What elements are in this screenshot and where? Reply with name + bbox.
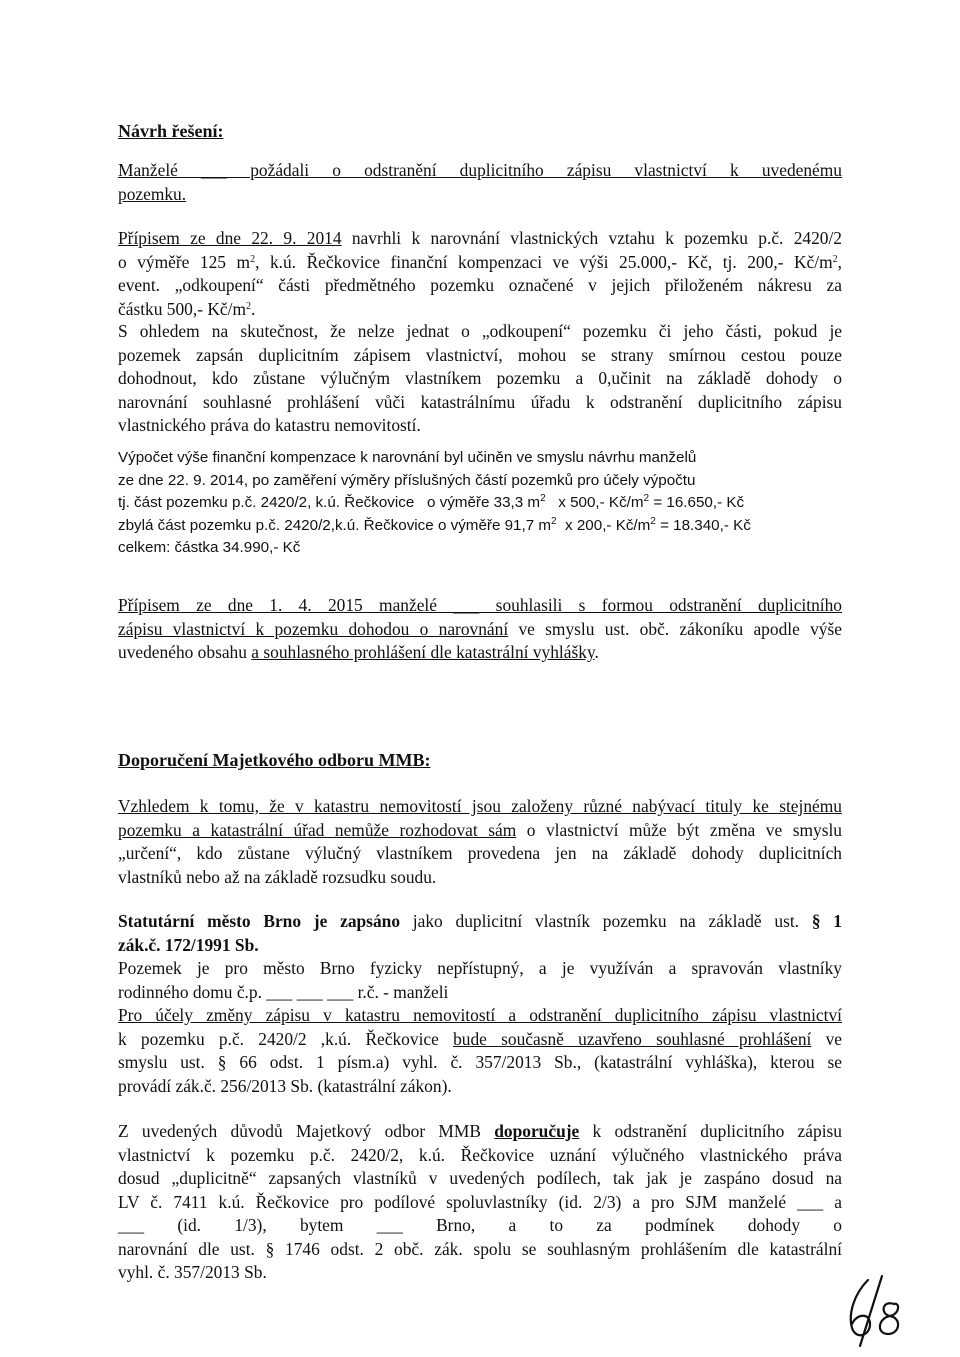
- text-line: narovnání dle ust. § 1746 odst. 2 obč. zák. spolu se souhlasným prohlášením dle katastrální: [118, 1238, 842, 1259]
- paragraph-request: [118, 159, 842, 206]
- paragraph-city-ownership: [118, 910, 842, 1098]
- text-line: Pro účely změny zápisu v katastru nemovitostí a odstranění duplicitního zápisu vlastnictví: [118, 1005, 842, 1025]
- text-line: smyslu ust. § 66 odst. 1 písm.a) vyhl. č. 357/2013 Sb., (katastrální vyhláška), kterou se: [118, 1052, 842, 1072]
- text-line: k pozemku p.č. 2420/2 ,k.ú. Řečkovice bude současně uzavřeno souhlasné prohlášení ve: [118, 1028, 842, 1049]
- text-line: Z uvedených důvodů Majetkový odbor MMB doporučuje k odstranění duplicitního zápisu: [118, 1121, 842, 1141]
- text-line: provádí zák.č. 256/2013 Sb. (katastrální zákon).: [118, 1075, 452, 1096]
- text-line: vlastnictví k pozemku p.č. 2420/2, k.ú. Řečkovice uznání výlučného vlastnického práva: [118, 1144, 842, 1165]
- text-line: Přípisem ze dne 22. 9. 2014 navrhli k narovnání vlastnických vztahu k pozemku p.č. 2420/2: [118, 228, 843, 248]
- text-line: pozemku a katastrální úřad nemůže rozhodovat sám o vlastnictví může být změna ve smyslu: [118, 819, 842, 840]
- text-line: dohodnout, kdo zůstane výlučným vlastníkem pozemku a 0,učinit na základě dohody o: [118, 368, 842, 388]
- text-line: vyhl. č. 357/2013 Sb.: [118, 1262, 267, 1282]
- text-line: Pozemek je pro město Brno fyzicky nepřístupný, a je využíván a spravován vlastníky: [118, 958, 842, 978]
- paragraph-conclusion: [118, 1120, 842, 1285]
- handwritten-page-number-signature: [838, 1268, 908, 1348]
- text-line: zák.č. 172/1991 Sb.: [118, 934, 259, 955]
- text-line: dosud „duplicitně“ zapsaných vlastníků v uvedených podílech, tak jak je zaspáno dosud na: [118, 1168, 842, 1188]
- paragraph-calculation: [118, 447, 842, 560]
- text-line: Přípisem ze dne 1. 4. 2015 manželé ___ souhlasili s formou odstranění duplicitního: [118, 595, 842, 615]
- text-line: celkem: částka 34.990,- Kč: [118, 539, 301, 556]
- text-line: event. „odkoupení“ části předmětného pozemku označené v jejich přiloženém nákresu za: [118, 275, 842, 295]
- text-line: pozemku.: [118, 183, 187, 204]
- text-line: tj. část pozemku p.č. 2420/2, k.ú. Řečkovice o výměře 33,3 $m^2$ x 500,- $Kč/m^2 = 16.650,-$ Kč: [118, 493, 745, 511]
- text-line: vlastnického práva do katastru nemovitostí.: [118, 415, 421, 435]
- text-line: rodinného domu č.p. ___ ___ ___ r.č. - manželi: [118, 981, 449, 1002]
- text-line: Statutární město Brno je zapsáno jako duplicitní vlastník pozemku na základě ust. § 1: [118, 911, 842, 931]
- text-line: o výměře 125 $m^2$, k.ú. Řečkovice finanční kompenzaci ve výši 25.000,- Kč, tj. 200,- $Kč/m^2$,: [118, 251, 842, 272]
- text-line: „určení“, kdo zůstane výlučný vlastníkem provedena jen na základě dohody duplicitních: [118, 843, 842, 863]
- text-line: S ohledem na skutečnost, že nelze jednat o „odkoupení“ pozemku či jeho části, pokud je: [118, 321, 842, 341]
- paragraph-proposal: [118, 227, 842, 321]
- heading-navrh-reseni: Návrh řešení:: [118, 121, 224, 141]
- text-line: Výpočet výše finanční kompenzace k narovnání byl učiněn ve smyslu návrhu manželů: [118, 449, 697, 466]
- text-line: narovnání souhlasné prohlášení vůči katastrálnímu úřadu k odstranění duplicitního zápisu: [118, 391, 842, 412]
- text-line: zápisu vlastnictví k pozemku dohodou o narovnání ve smyslu ust. obč. zákoníku apodle výše: [118, 618, 842, 639]
- text-line: ___ (id. 1/3), bytem ___ Brno, a to za podmínek dohody o: [118, 1215, 842, 1235]
- paragraph-recommendation-basis: [118, 795, 842, 889]
- text-line: ze dne 22. 9. 2014, po zaměření výměry příslušných částí pozemků pro účely výpočtu: [118, 471, 696, 489]
- text-line: částku 500,- $Kč/m^2$.: [118, 298, 256, 319]
- text-line: Vzhledem k tomu, že v katastru nemovitostí jsou založeny různé nabývací tituly ke stejnému: [118, 796, 842, 816]
- text-line: Manželé ___ požádali o odstranění duplicitního zápisu vlastnictví k uvedenému: [118, 160, 842, 180]
- heading-doporuceni: Doporučení Majetkového odboru MMB:: [118, 750, 431, 770]
- text-line: LV č. 7411 k.ú. Řečkovice pro podílové spoluvlastníky (id. 2/3) a pro SJM manželé ___ a: [118, 1191, 842, 1212]
- paragraph-explanation: [118, 320, 842, 438]
- text-line: zbylá část pozemku p.č. 2420/2,k.ú. Řečkovice o výměře 91,7 $m^2$ x 200,- $Kč/m^2 = 18.340,-$ Kč: [118, 515, 751, 534]
- paragraph-agreement: [118, 594, 842, 665]
- text-line: uvedeného obsahu a souhlasného prohlášení dle katastrální vyhlášky.: [118, 642, 599, 662]
- text-line: pozemek zapsán duplicitním zápisem vlastnictví, mohou se strany smírnou cestou pouze: [118, 344, 842, 365]
- text-line: vlastníků nebo až na základě rozsudku soudu.: [118, 866, 437, 887]
